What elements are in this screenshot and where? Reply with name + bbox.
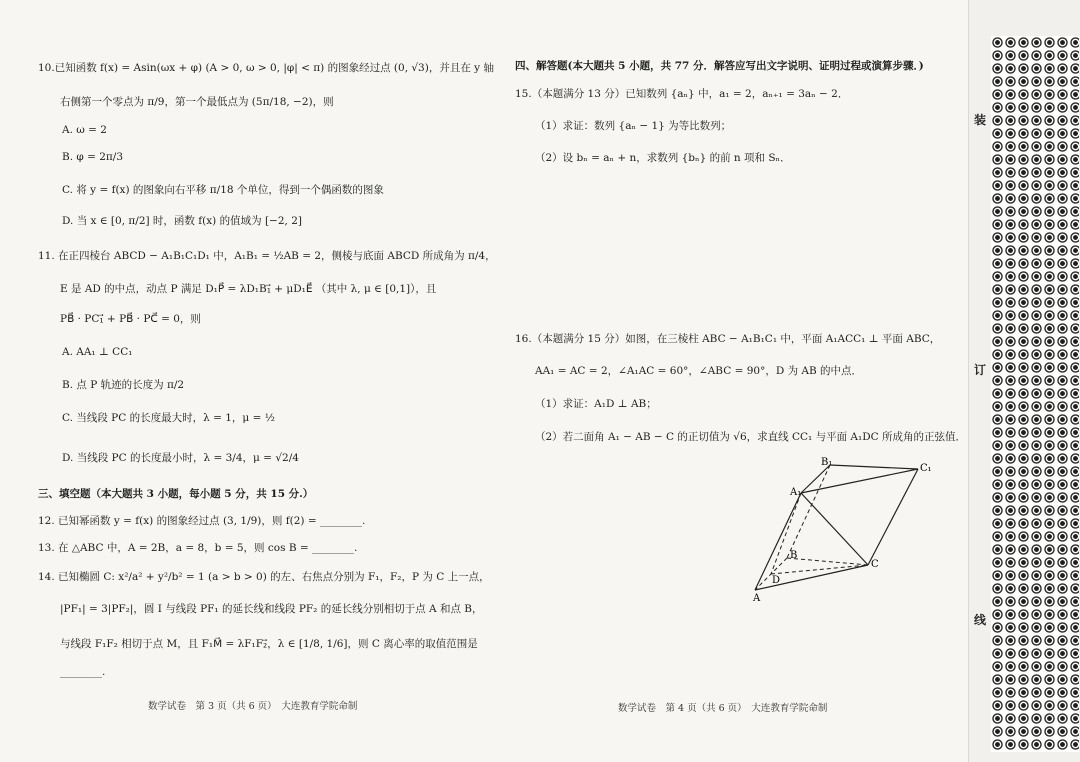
- vertex-label-c1: C₁: [920, 463, 932, 474]
- edge-b-c: [787, 558, 868, 565]
- q11-line-3: PB⃗ · PC₁⃗ + PB⃗ · PC⃗ = 0，则: [60, 313, 201, 325]
- q10-option-c: C. 将 y = f(x) 的图象向右平移 π/18 个单位，得到一个偶函数的图象: [62, 184, 384, 196]
- q16-part-2: （2）若二面角 A₁ − AB − C 的正切值为 √6，求直线 CC₁ 与平面 A₁DC 所成角的正弦值．: [535, 431, 967, 443]
- q11-option-b: B. 点 P 轨迹的长度为 π/2: [62, 379, 185, 391]
- q14-line-1: 14. 已知椭圆 C: x²/a² + y²/b² = 1 (a > b > 0) 的左、右焦点分别为 F₁，F₂，P 为 C 上一点，: [38, 571, 490, 583]
- q11-line-2: E 是 AD 的中点，动点 P 满足 D₁P⃗ = λD₁B₁⃗ + μD₁E⃗ （其中 λ, μ ∈ [0,1]），且: [60, 283, 437, 295]
- q10-option-b: B. φ = 2π/3: [62, 151, 124, 163]
- q10-option-d: D. 当 x ∈ [0, π/2] 时，函数 f(x) 的值域为 [−2, 2]: [62, 215, 302, 227]
- vertex-label-b1: B₁: [821, 457, 833, 468]
- edge-a1-d: [771, 493, 801, 574]
- q10-line-2: 右侧第一个零点为 π/9，第一个最低点为 (5π/18, −2)，则: [60, 96, 334, 108]
- binding-margin: [968, 0, 1080, 762]
- binding-char-xian: 线: [973, 613, 986, 627]
- q11-option-a: A. AA₁ ⊥ CC₁: [62, 346, 133, 358]
- q15-part-1: （1）求证：数列 {aₙ − 1} 为等比数列；: [535, 120, 732, 132]
- q11-option-c: C. 当线段 PC 的长度最大时，λ = 1，μ = ½: [62, 412, 275, 424]
- q16-given: AA₁ = AC = 2，∠A₁AC = 60°，∠ABC = 90°，D 为 AB 的中点．: [535, 365, 863, 377]
- vertex-label-b: B: [790, 550, 798, 561]
- q15-part-2: （2）设 bₙ = aₙ + n，求数列 {bₙ} 的前 n 项和 Sₙ．: [535, 152, 791, 164]
- section-3-heading: 三、填空题（本大题共 3 小题，每小题 5 分，共 15 分.）: [38, 488, 314, 500]
- q10-option-a: A. ω = 2: [62, 124, 107, 136]
- edge-d-c: [771, 565, 868, 574]
- q15-stem: 15.（本题满分 13 分）已知数列 {aₙ} 中，a₁ = 2，aₙ₊₁ = 3aₙ − 2．: [515, 88, 849, 100]
- right-exam-page: [505, 0, 965, 762]
- left-page-footer: 数学试卷 第 3 页（共 6 页） 大连教育学院命制: [148, 701, 358, 712]
- edge-a1-c: [801, 493, 868, 565]
- q11-option-d: D. 当线段 PC 的长度最小时，λ = 3/4，μ = √2/4: [62, 452, 299, 464]
- edge-a1-c1: [801, 469, 918, 493]
- right-page-footer: 数学试卷 第 4 页（共 6 页） 大连教育学院命制: [618, 703, 828, 714]
- q16-stem: 16.（本题满分 15 分）如图，在三棱柱 ABC − A₁B₁C₁ 中，平面 A₁ACC₁ ⊥ 平面 ABC，: [515, 333, 941, 345]
- q11-line-1: 11. 在正四棱台 ABCD − A₁B₁C₁D₁ 中，A₁B₁ = ½AB = 2，侧棱与底面 ABCD 所成角为 π/4，: [38, 250, 496, 262]
- decorative-binding-pattern: [991, 36, 1079, 752]
- triangular-prism-figure: [735, 455, 935, 605]
- binding-char-ding: 订: [973, 363, 986, 377]
- vertex-label-d: D: [772, 575, 781, 586]
- edge-a1-b1: [801, 465, 830, 493]
- q14-line-3: 与线段 F₁F₂ 相切于点 M，且 F₁M⃗ = λF₁F₂⃗，λ ∈ [1/8, 1/6]，则 C 离心率的取值范围是: [60, 638, 478, 650]
- edge-c1-c: [868, 469, 918, 565]
- vertex-label-c: C: [871, 559, 879, 570]
- q16-part-1: （1）求证：A₁D ⊥ AB；: [535, 398, 657, 410]
- left-exam-page: [0, 0, 505, 762]
- edge-b1-b: [787, 465, 830, 558]
- q10-line-1: 10.已知函数 f(x) = Asin(ωx + φ) (A > 0, ω > 0, |φ| < π) 的图象经过点 (0, √3)，并且在 y 轴: [38, 62, 494, 74]
- edge-b1-c1: [830, 465, 918, 469]
- vertex-label-a1: A₁: [790, 487, 802, 498]
- vertex-label-a: A: [753, 593, 761, 604]
- binding-char-zhuang: 装: [973, 113, 986, 127]
- q14-line-4: ________.: [60, 666, 106, 678]
- q12: 12. 已知幂函数 y = f(x) 的图象经过点 (3, 1/9)，则 f(2) = ________.: [38, 515, 366, 527]
- section-4-heading: 四、解答题(本大题共 5 小题，共 77 分．解答应写出文字说明、证明过程或演算步骤．): [515, 60, 924, 72]
- q14-line-2: |PF₁| = 3|PF₂|，圆 I 与线段 PF₁ 的延长线和线段 PF₂ 的延长线分别相切于点 A 和点 B，: [60, 603, 483, 615]
- q13: 13. 在 △ABC 中，A = 2B，a = 8，b = 5，则 cos B = ________.: [38, 542, 358, 554]
